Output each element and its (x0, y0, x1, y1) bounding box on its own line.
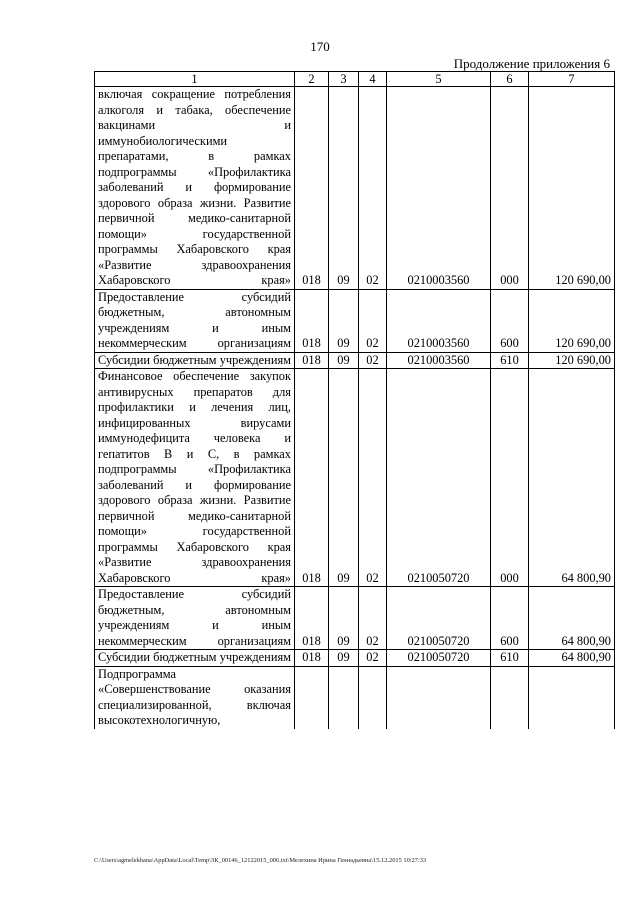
expense-type-code (491, 666, 529, 729)
column-header: 6 (491, 72, 529, 87)
subsection-code: 02 (359, 289, 387, 352)
target-item-code: 0210003560 (387, 289, 491, 352)
ministry-code: 018 (295, 352, 329, 369)
section-code: 09 (329, 587, 359, 650)
section-code (329, 666, 359, 729)
subsection-code: 02 (359, 87, 387, 290)
expense-type-code: 610 (491, 352, 529, 369)
amount: 64 800,90 (529, 369, 615, 587)
table-row (95, 352, 615, 369)
row-description: включая сокращение потребления алкоголя и табака, обеспечение вакцинами и иммунобиологическими препаратами, в рамках подпрограммы «Профилактика заболеваний и формирование здорового образа жизни. Развитие первичной медико-санитарной помощи» государственной программы Хабаровского края «Развитие здравоохранения Хабаровского края» (95, 87, 295, 290)
row-description: Финансовое обеспечение закупок антивирусных препаратов для профилактики и лечения лиц, инфицированных вирусами иммунодефицита человека и гепатитов В и С, в рамках подпрограммы «Профилактика заболеваний и формирование здорового образа жизни. Развитие первичной медико-санитарной помощи» государственной программы Хабаровского края «Развитие здравоохранения Хабаровского края» (95, 369, 295, 587)
amount: 120 690,00 (529, 87, 615, 290)
target-item-code: 0210050720 (387, 650, 491, 667)
target-item-code: 0210003560 (387, 87, 491, 290)
subsection-code: 02 (359, 650, 387, 667)
row-description: Субсидии бюджетным учреждениям (95, 650, 295, 667)
column-header: 4 (359, 72, 387, 87)
subsection-code: 02 (359, 369, 387, 587)
budget-table (94, 71, 615, 729)
amount: 120 690,00 (529, 289, 615, 352)
expense-type-code: 600 (491, 587, 529, 650)
table-row (95, 289, 615, 352)
table-row (95, 650, 615, 667)
column-header: 2 (295, 72, 329, 87)
target-item-code: 0210050720 (387, 587, 491, 650)
ministry-code: 018 (295, 650, 329, 667)
subsection-code (359, 666, 387, 729)
amount: 64 800,90 (529, 650, 615, 667)
column-header: 7 (529, 72, 615, 87)
row-description: Предоставление субсидий бюджетным, автономным учреждениям и иным некоммерческим организациям (95, 587, 295, 650)
section-code: 09 (329, 369, 359, 587)
subsection-code: 02 (359, 587, 387, 650)
page-number: 170 (310, 39, 330, 54)
table-row (95, 87, 615, 290)
subsection-code: 02 (359, 352, 387, 369)
table-row (95, 369, 615, 587)
amount: 64 800,90 (529, 587, 615, 650)
section-code: 09 (329, 289, 359, 352)
row-description: Предоставление субсидий бюджетным, автономным учреждениям и иным некоммерческим организациям (95, 289, 295, 352)
ministry-code: 018 (295, 587, 329, 650)
column-header: 1 (95, 72, 295, 87)
table-row (95, 587, 615, 650)
section-code: 09 (329, 87, 359, 290)
target-item-code (387, 666, 491, 729)
row-description: Подпрограмма «Совершенствование оказания специализированной, включая высокотехнологичную, (95, 666, 295, 729)
ministry-code (295, 666, 329, 729)
ministry-code: 018 (295, 369, 329, 587)
column-header: 3 (329, 72, 359, 87)
ministry-code: 018 (295, 289, 329, 352)
table-row (95, 666, 615, 729)
row-description: Субсидии бюджетным учреждениям (95, 352, 295, 369)
expense-type-code: 600 (491, 289, 529, 352)
section-code: 09 (329, 650, 359, 667)
target-item-code: 0210003560 (387, 352, 491, 369)
expense-type-code: 610 (491, 650, 529, 667)
continuation-label: Продолжение приложения 6 (453, 56, 610, 71)
ministry-code: 018 (295, 87, 329, 290)
amount (529, 666, 615, 729)
target-item-code: 0210050720 (387, 369, 491, 587)
column-header: 5 (387, 72, 491, 87)
file-path-footer: C:\Users\agmelekhana\AppData\Local\Temp\ЗК_00146_12122015_006.txt\Мелехина Ирина Геннадьевна\15.12.2015 10:27:33 (94, 857, 427, 864)
expense-type-code: 000 (491, 369, 529, 587)
table-header-row (95, 72, 615, 87)
expense-type-code: 000 (491, 87, 529, 290)
section-code: 09 (329, 352, 359, 369)
amount: 120 690,00 (529, 352, 615, 369)
